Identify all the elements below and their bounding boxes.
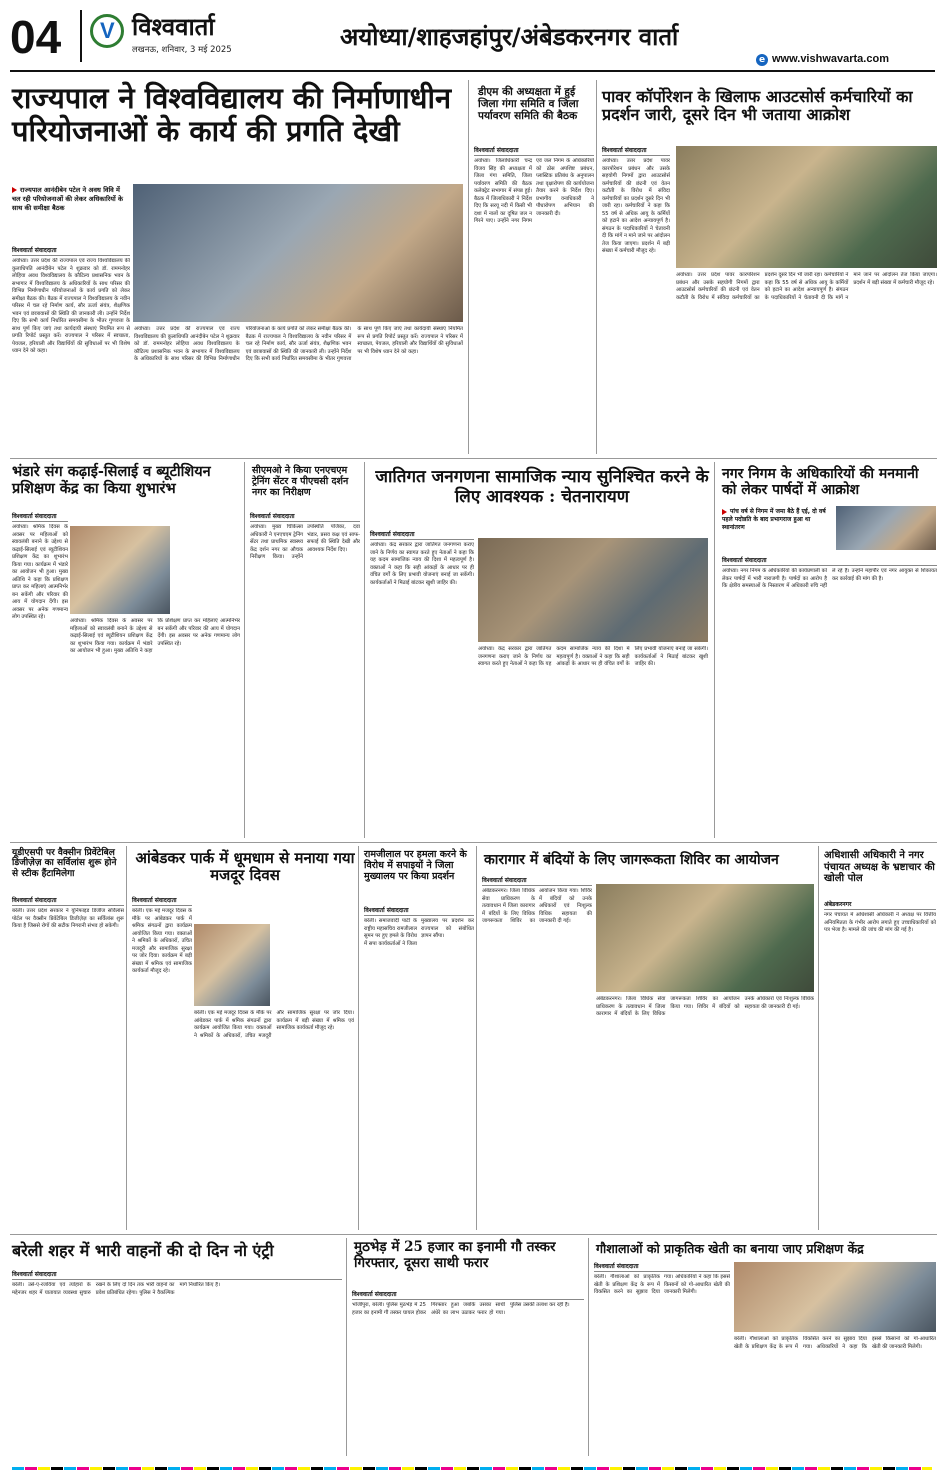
byline: विश्ववार्ता संवाददाता xyxy=(722,556,937,566)
byline: विश्ववार्ता संवाददाता xyxy=(474,146,594,156)
article-body: बरेली। उर्स-ए-रजविया एवं त्योहारों के मद्देनजर शहर में यातायात व्यवस्था सुचारु रखने के लिए दो दिन तक भारी वाहनों का प्रवेश प्रतिबंधित रहेगा। पुलिस ने वैकल्पिक मार्ग निर्धारित किए हैं। xyxy=(12,1282,220,1296)
article-body: अयोध्या। उत्तर प्रदेश पावर कारपोरेशन प्रबंधन और उसके सहयोगी निगमों द्वारा आउटसोर्स कर्मचारियों की छंटनी एवं वेतन कटौती के विरोध में संविदा कर्मचारियों का प्रदर्शन दूसरे दिन भी जारी रहा। कर्मचारियों ने कहा कि 55 वर्ष से अधिक आयु के कर्मियों को हटाने का आदेश अन्यायपूर्ण है। संगठन के पदाधिकारियों ने चेतावनी दी कि मांगें न माने जाने पर आंदोलन तेज किया जाएगा। प्रदर्शन में बड़ी संख्या में कर्मचारी मौजूद रहे। xyxy=(602,158,670,255)
photo-nagar xyxy=(836,506,936,550)
headline-officer: अधिशासी अधिकारी ने नगर पंचायत अध्यक्ष के भ्रष्टाचार की खोली पोल xyxy=(824,850,935,884)
article-gaushala-cont: बरेली। गौशालाओं को प्राकृतिक खेती के प्रशिक्षण केंद्र के रूप में विकसित करने का सुझाव दिया गया। अधिकारियों ने कहा कि इससे किसानों को गो-आधारित खेती की जानकारी मिलेगी। xyxy=(734,1336,936,1350)
article-bhandare-cont: अयोध्या। श्रमिक दिवस के अवसर पर महिलाओं को स्वावलंबी बनाने के उद्देश्य से कढ़ाई-सिलाई एवं ब्यूटीशियन प्रशिक्षण केंद्र का शुभारंभ किया गया। कार्यक्रम में भंडारे का आयोजन भी हुआ। मुख्य अतिथि ने कहा कि प्रशिक्षण प्राप्त कर महिलाएं आत्मनिर्भर बन सकेंगी और परिवार की आय में योगदान देंगी। इस अवसर पर अनेक गणमान्य लोग उपस्थित रहे। xyxy=(70,618,240,655)
logo-icon: V xyxy=(90,14,124,48)
byline: विश्ववार्ता संवाददाता xyxy=(250,512,360,522)
article-caste-cont: अयोध्या। केंद्र सरकार द्वारा जातिगत जनगणना कराए जाने के निर्णय का स्वागत करते हुए नेताओं ने कहा कि यह कदम सामाजिक न्याय की दिशा में महत्वपूर्ण है। वक्ताओं ने कहा कि सही आंकड़ों के आधार पर ही वंचित वर्गों के लिए प्रभावी योजनाएं बनाई जा सकेंगी। कार्यकर्ताओं ने मिठाई बांटकर खुशी जाहिर की। xyxy=(478,646,708,668)
masthead xyxy=(0,0,945,76)
callout-text: राज्यपाल आनंदीबेन पटेल ने अवध विवि में चल रही परियोजनाओं की लेकर अधिकारियों के साथ की समीक्षा बैठक xyxy=(12,186,123,212)
photo-bhandare xyxy=(70,526,170,614)
article-body: बरेली। एक मई मजदूर दिवस के मौके पर आंबेडकर पार्क में श्रमिक संगठनों द्वारा कार्यक्रम आयोजित किया गया। वक्ताओं ने श्रमिकों के अधिकारों, उचित मजदूरी और सामाजिक सुरक्षा पर जोर दिया। कार्यक्रम में बड़ी संख्या में श्रमिक एवं सामाजिक कार्यकर्ता मौजूद रहे। xyxy=(132,908,192,975)
article-encounter xyxy=(352,1290,584,1454)
triangle-bullet-icon xyxy=(722,509,727,515)
headline-dm: डीएम की अध्यक्षता में हुई जिला गंगा समिति व जिला पर्यावरण समिति की बैठक xyxy=(478,86,579,123)
article-body: अयोध्या। नगर निगम के अधिकारियों की कार्यप्रणाली को लेकर पार्षदों में भारी नाराजगी है। पार्षदों का आरोप है कि क्षेत्रीय समस्याओं के निस्तारण में अधिकारी रुचि नहीं ले रहे हैं। उन्होंने महापौर एवं नगर आयुक्त से शिकायत कर कार्रवाई की मांग की है। xyxy=(722,568,937,590)
article-nagar xyxy=(722,556,937,838)
column-rule xyxy=(346,1238,347,1456)
headline-encounter: मुठभेड़ में 25 हजार का इनामी गौ तस्कर गिरफ्तार, दूसरा साथी फरार xyxy=(354,1239,556,1271)
byline: विश्ववार्ता संवाददाता xyxy=(594,1262,730,1272)
article-body: अयोध्या। केंद्र सरकार द्वारा जातिगत जनगणना कराए जाने के निर्णय का स्वागत करते हुए नेताओं ने कहा कि यह कदम सामाजिक न्याय की दिशा में महत्वपूर्ण है। वक्ताओं ने कहा कि सही आंकड़ों के आधार पर ही वंचित वर्गों के लिए प्रभावी योजनाएं बनाई जा सकेंगी। कार्यकर्ताओं ने मिठाई बांटकर खुशी जाहिर की। xyxy=(370,542,474,586)
column-rule xyxy=(364,462,365,838)
website[interactable]: www.vishwavarta.com xyxy=(772,53,889,65)
article-body: अयोध्या। जिलाधिकारी चन्द्र विजय सिंह की अध्यक्षता में जिला गंगा समिति, जिला पर्यावरण समिति की बैठक कलेक्ट्रेट सभागार में संपन्न हुई। बैठक में जिलाधिकारी ने निर्देश दिए कि सरयू नदी में किसी भी दशा में नालों का दूषित जल न गिरने पाए। उन्होंने नगर निगम एवं जल निगम के अधिकारियों को ठोस अपशिष्ट प्रबंधन, प्लास्टिक प्रतिबंध के अनुपालन तथा वृक्षारोपण की कार्ययोजना तैयार करने के निर्देश दिए। प्रभागीय वनाधिकारी ने पौधारोपण अभियान की जानकारी दी। xyxy=(474,158,594,225)
headline-power: पावर कॉर्पोरेशन के खिलाफ आउटसोर्स कर्मचारियों का प्रदर्शन जारी, दूसरे दिन भी जताया आक्रोश xyxy=(602,87,913,125)
callout-text: पांच वर्ष से निगम में जमा बैठे हैं एई, दो वर्ष पहले पदोन्नति के बाद प्रभागराज हुआ था स्थानांतरण xyxy=(722,508,826,532)
callout-nagar xyxy=(722,508,832,532)
article-body: अयोध्या। मुख्य चिकित्सा अधिकारी ने एनएचएम ट्रेनिंग सेंटर तथा प्राथमिक स्वास्थ्य केंद्र दर्शन नगर का औचक निरीक्षण किया। उन्होंने उपस्थिति पंजिका, दवा भंडार, प्रसव कक्ष एवं साफ-सफाई की स्थिति देखी और आवश्यक निर्देश दिए। xyxy=(250,524,360,561)
website-icon: e xyxy=(756,54,768,66)
article-jail-cont: अंबेडकरनगर। जिला विधिक सेवा प्राधिकरण के तत्वावधान में जिला कारागार में बंदियों के लिए विधिक जागरूकता शिविर का आयोजन किया गया। शिविर में बंदियों को उनके अधिकारों एवं निःशुल्क विधिक सहायता की जानकारी दी गई। xyxy=(596,996,814,1018)
article-body: बरेली। उत्तर प्रदेश सरकार ने यूनिफाइड डिजीज सर्विलांस पोर्टल पर वैक्सीन प्रिवेंटेबिल डिजीज़ेज़ का सर्विलांस शुरू किया है जिससे रोगों की सटीक निगरानी संभव हो सकेगी। xyxy=(12,908,124,930)
article-body: बरेली। गौशालाओं को प्राकृतिक खेती के प्रशिक्षण केंद्र के रूप में विकसित करने का सुझाव दिया गया। अधिकारियों ने कहा कि इससे किसानों को गो-आधारित खेती की जानकारी मिलेगी। xyxy=(594,1274,730,1296)
article-body: अंबेडकरनगर। जिला विधिक सेवा प्राधिकरण के तत्वावधान में जिला कारागार में बंदियों के लिए विधिक जागरूकता शिविर का आयोजन किया गया। शिविर में बंदियों को उनके अधिकारों एवं निःशुल्क विधिक सहायता की जानकारी दी गई। xyxy=(482,888,592,925)
column-rule xyxy=(596,80,597,454)
photo-gaushala xyxy=(734,1262,936,1332)
column-rule xyxy=(476,846,477,1230)
article-cm xyxy=(250,512,360,838)
byline: विश्ववार्ता संवाददाता xyxy=(352,1290,584,1300)
photo-protest xyxy=(676,146,937,268)
byline: विश्ववार्ता संवाददाता xyxy=(602,146,670,156)
byline: विश्ववार्ता संवाददाता xyxy=(12,896,124,906)
photo-governor-meeting xyxy=(133,184,463,322)
paper-name: विश्ववार्ता xyxy=(132,13,215,41)
headline-cm: सीएमओ ने किया एनएचएम ट्रेनिंग सेंटर व पीएचसी दर्शन नगर का निरीक्षण xyxy=(252,465,349,498)
article-bhandare xyxy=(12,512,68,836)
photo-jail xyxy=(596,884,814,992)
column-rule xyxy=(358,846,359,1230)
date-line: लखनऊ, शनिवार, 3 मई 2025 xyxy=(132,45,232,55)
row-rule xyxy=(10,1234,937,1235)
byline: विश्ववार्ता संवाददाता xyxy=(364,906,474,916)
headline-nagar: नगर निगम के अधिकारियों की मनमानी को लेकर पार्षदों में आक्रोश xyxy=(722,466,919,499)
article-gaushala xyxy=(594,1262,730,1454)
column-rule xyxy=(588,1238,589,1456)
column-rule xyxy=(244,462,245,838)
article-body: नगर पंचायत में अधिशासी अधिकारी ने अध्यक्ष पर वित्तीय अनियमितता के गंभीर आरोप लगाते हुए उच्चाधिकारियों को पत्र भेजा है। मामले की जांच की मांग की गई है। xyxy=(824,912,936,934)
masthead-divider xyxy=(80,10,82,62)
page-number: 04 xyxy=(10,11,62,63)
color-registration-bar xyxy=(12,1460,932,1470)
article-ambedkar-cont: बरेली। एक मई मजदूर दिवस के मौके पर आंबेडकर पार्क में श्रमिक संगठनों द्वारा कार्यक्रम आयोजित किया गया। वक्ताओं ने श्रमिकों के अधिकारों, उचित मजदूरी और सामाजिक सुरक्षा पर जोर दिया। कार्यक्रम में बड़ी संख्या में श्रमिक एवं सामाजिक कार्यकर्ता मौजूद रहे। xyxy=(194,1010,354,1039)
byline: अंबेडकरनगर xyxy=(824,900,936,910)
article-governor xyxy=(12,246,130,456)
photo-ambedkar xyxy=(194,924,270,1006)
headline-ramjilal: रामजीलाल पर हमला करने के विरोध में सपाइयों ने जिला मुख्यालय पर किया प्रदर्शन xyxy=(364,849,467,882)
headline-gaushala: गौशालाओं को प्राकृतिक खेती का बनाया जाए प्रशिक्षण केंद्र xyxy=(596,1241,864,1256)
article-caste xyxy=(370,530,474,838)
section-title: अयोध्या/शाहजहांपुर/अंबेडकरनगर वार्ता xyxy=(340,23,679,51)
article-sidebar-left xyxy=(12,896,124,1226)
byline: विश्ववार्ता संवाददाता xyxy=(482,876,592,886)
article-power xyxy=(602,146,670,450)
headline-bareilly: बरेली शहर में भारी वाहनों की दो दिन नो एंट्री xyxy=(12,1241,274,1260)
article-ramjilal xyxy=(364,906,474,1226)
triangle-bullet-icon xyxy=(12,187,17,193)
headline-governor: राज्यपाल ने विश्वविद्यालय की निर्माणाधीन परियोजनाओं के कार्य की प्रगति देखी xyxy=(12,81,452,149)
photo-caste xyxy=(478,538,708,642)
headline-jail: कारागार में बंदियों के लिए जागरूकता शिविर का आयोजन xyxy=(484,852,779,868)
byline: विश्ववार्ता संवाददाता xyxy=(132,896,192,906)
article-bareilly xyxy=(12,1270,342,1454)
callout-governor xyxy=(12,186,130,212)
column-rule xyxy=(126,846,127,1230)
row-rule xyxy=(10,842,937,843)
article-body: भोजीपुरा, बरेली। पुलिस मुठभेड़ में 25 हजार का इनामी गौ तस्कर घायल होकर गिरफ्तार हुआ जबकि उसका साथी अंधेरे का लाभ उठाकर फरार हो गया। पुलिस उसकी तलाश कर रही है। xyxy=(352,1302,570,1316)
column-rule xyxy=(714,462,715,838)
headline-sidebar-left: यूडीएसपी पर वैक्सीन प्रिवेंटेबिल डिजीज़ेज़ का सर्विलांस शुरू होने से स्टीक हैंटामिलेगा xyxy=(12,848,117,879)
article-jail xyxy=(482,876,592,1226)
headline-bhandare: भंडारे संग कढ़ाई-सिलाई व ब्यूटीशियन प्रशिक्षण केंद्र का किया शुभारंभ xyxy=(12,463,211,497)
byline: विश्ववार्ता संवाददाता xyxy=(12,1270,342,1280)
headline-ambedkar: आंबेडकर पार्क में धूमधाम से मनाया गया मजदूर दिवस xyxy=(135,849,355,885)
article-body: बरेली। समाजवादी पार्टी के राष्ट्रीय महासचिव रामजीलाल सुमन पर हुए हमले के विरोध में सपा कार्यकर्ताओं ने जिला मुख्यालय पर प्रदर्शन कर राज्यपाल को संबोधित ज्ञापन सौंपा। xyxy=(364,918,474,947)
article-governor-cont: अयोध्या। उत्तर प्रदेश की राज्यपाल एवं राज्य विश्वविद्यालय की कुलाधिपति आनंदीबेन पटेल ने शुक्रवार को डॉ. राममनोहर लोहिया अवध विश्वविद्यालय के कौटिल्य प्रशासनिक भवन के सभागार में विश्वविद्यालय के अधिकारियों के साथ परिसर की विभिन्न निर्माणाधीन परियोजनाओं के कार्य प्रगति को लेकर समीक्षा बैठक की। बैठक में राज्यपाल ने विश्वविद्यालय के नवीन परिसर में चल रहे निर्माण कार्य, सौर ऊर्जा संयंत्र, शैक्षणिक भवन एवं छात्रावासों की स्थिति की जानकारी ली। उन्होंने निर्देश दिए कि सभी कार्य निर्धारित समयसीमा के भीतर गुणवत्ता के साथ पूर्ण किए जाएं तथा कार्यदायी संस्थाएं नियमित रूप से प्रगति रिपोर्ट प्रस्तुत करें। राज्यपाल ने परिसर में स्वच्छता, पेयजल, हरियाली और विद्यार्थियों की सुविधाओं पर भी विशेष ध्यान देने को कहा। xyxy=(134,326,463,363)
article-officer xyxy=(824,900,936,1226)
masthead-rule xyxy=(10,70,935,72)
article-dm xyxy=(474,146,594,454)
article-body: अयोध्या। उत्तर प्रदेश की राज्यपाल एवं राज्य विश्वविद्यालय की कुलाधिपति आनंदीबेन पटेल ने शुक्रवार को डॉ. राममनोहर लोहिया अवध विश्वविद्यालय के कौटिल्य प्रशासनिक भवन के सभागार में विश्वविद्यालय के अधिकारियों के साथ परिसर की विभिन्न निर्माणाधीन परियोजनाओं के कार्य प्रगति को लेकर समीक्षा बैठक की। बैठक में राज्यपाल ने विश्वविद्यालय के नवीन परिसर में चल रहे निर्माण कार्य, सौर ऊर्जा संयंत्र, शैक्षणिक भवन एवं छात्रावासों की स्थिति की जानकारी ली। उन्होंने निर्देश दिए कि सभी कार्य निर्धारित समयसीमा के भीतर गुणवत्ता के साथ पूर्ण किए जाएं तथा कार्यदायी संस्थाएं नियमित रूप से प्रगति रिपोर्ट प्रस्तुत करें। राज्यपाल ने परिसर में स्वच्छता, पेयजल, हरियाली और विद्यार्थियों की सुविधाओं पर भी विशेष ध्यान देने को कहा। xyxy=(12,258,130,355)
column-rule xyxy=(818,846,819,1230)
byline: विश्ववार्ता संवाददाता xyxy=(370,530,474,540)
column-rule xyxy=(468,80,469,454)
row-rule xyxy=(10,458,937,459)
headline-caste: जातिगत जनगणना सामाजिक न्याय सुनिश्चित करने के लिए आवश्यक : चेतनारायण xyxy=(375,467,709,507)
byline: विश्ववार्ता संवाददाता xyxy=(12,246,130,256)
article-body: अयोध्या। श्रमिक दिवस के अवसर पर महिलाओं को स्वावलंबी बनाने के उद्देश्य से कढ़ाई-सिलाई एवं ब्यूटीशियन प्रशिक्षण केंद्र का शुभारंभ किया गया। कार्यक्रम में भंडारे का आयोजन भी हुआ। मुख्य अतिथि ने कहा कि प्रशिक्षण प्राप्त कर महिलाएं आत्मनिर्भर बन सकेंगी और परिवार की आय में योगदान देंगी। इस अवसर पर अनेक गणमान्य लोग उपस्थित रहे। xyxy=(12,524,68,621)
article-power-cont: अयोध्या। उत्तर प्रदेश पावर कारपोरेशन प्रबंधन और उसके सहयोगी निगमों द्वारा आउटसोर्स कर्मचारियों की छंटनी एवं वेतन कटौती के विरोध में संविदा कर्मचारियों का प्रदर्शन दूसरे दिन भी जारी रहा। कर्मचारियों ने कहा कि 55 वर्ष से अधिक आयु के कर्मियों को हटाने का आदेश अन्यायपूर्ण है। संगठन के पदाधिकारियों ने चेतावनी दी कि मांगें न माने जाने पर आंदोलन तेज किया जाएगा। प्रदर्शन में बड़ी संख्या में कर्मचारी मौजूद रहे। xyxy=(676,272,937,301)
byline: विश्ववार्ता संवाददाता xyxy=(12,512,68,522)
article-ambedkar xyxy=(132,896,192,1226)
